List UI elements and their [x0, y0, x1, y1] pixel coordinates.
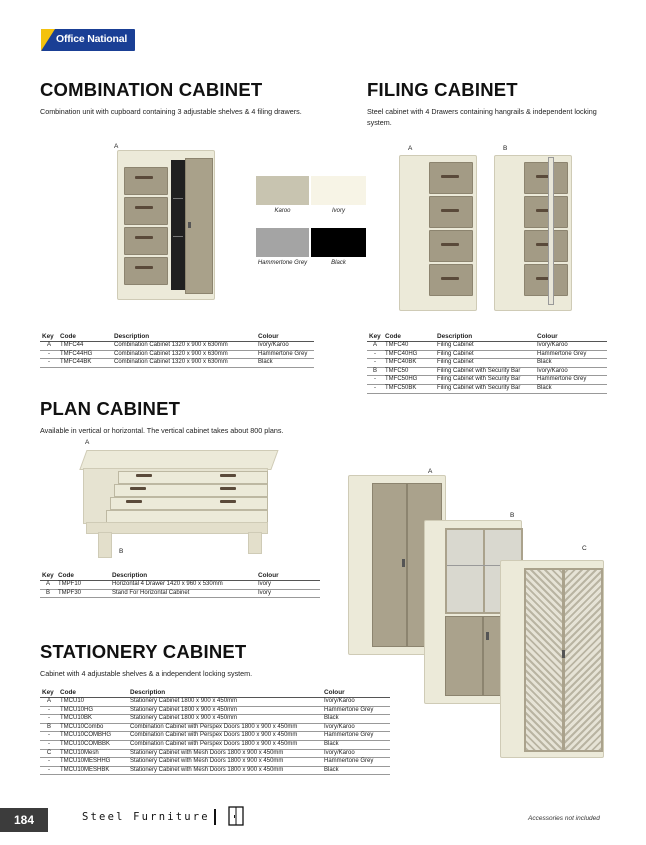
col-key: Key: [40, 333, 58, 342]
col-colour: Colour: [256, 572, 320, 581]
combination-image-label: A: [114, 143, 119, 150]
page-number-box: [0, 808, 48, 832]
swatch-black: [311, 228, 366, 257]
table-row: - TMFC40HG Filing Cabinet Hammertone Grey: [367, 350, 607, 359]
col-description: Description: [112, 333, 256, 342]
table-header-row: [367, 333, 607, 342]
footer-divider: [214, 809, 216, 825]
plan-image-label-b: B: [119, 548, 124, 555]
plan-image-label-a: A: [85, 439, 90, 446]
combination-cabinet-image: [117, 150, 217, 304]
swatch-black-label: Black: [331, 260, 346, 266]
col-colour: Colour: [322, 689, 390, 698]
col-code: Code: [58, 689, 128, 698]
logo-text: Office National: [56, 33, 128, 45]
table-row: - TMFC50BK Filing Cabinet with Security Bar Black: [367, 384, 607, 393]
swatch-karoo-label: Karoo: [274, 208, 291, 214]
col-description: Description: [435, 333, 535, 342]
table-header-row: [40, 333, 314, 342]
col-colour: Colour: [256, 333, 314, 342]
combination-title: COMBINATION CABINET: [40, 79, 263, 100]
col-colour: Colour: [535, 333, 607, 342]
table-header-row: [40, 689, 390, 698]
plan-intro: Available in vertical or horizontal. The vertical cabinet takes about 800 plans.: [40, 426, 284, 435]
col-code: Code: [383, 333, 435, 342]
stationery-table: [40, 689, 390, 775]
filing-image-label-b: B: [503, 145, 508, 152]
plan-table: [40, 572, 320, 598]
swatch-karoo: [256, 176, 309, 205]
swatch-ivory: [311, 176, 366, 205]
table-row: - TMFC50HG Filing Cabinet with Security Bar Hammertone Grey: [367, 376, 607, 385]
accessories-note: Accessories not included: [528, 815, 600, 822]
table-row: - TMCU10MESHBK Stationery Cabinet with Mesh Doors 1800 x 900 x 450mm Black: [40, 766, 390, 775]
filing-cabinet-b-image: [494, 155, 574, 313]
table-row: - TMFC44BK Combination Cabinet 1320 x 900 x 630mm Black: [40, 359, 314, 368]
table-row: - TMCU10MESHHG Stationery Cabinet with Mesh Doors 1800 x 900 x 450mm Hammertone Grey: [40, 758, 390, 767]
combination-intro: Combination unit with cupboard containing 3 adjustable shelves & 4 filing drawers.: [40, 107, 302, 116]
col-key: Key: [367, 333, 383, 342]
plan-cabinet-image: [80, 450, 272, 558]
filing-table: [367, 333, 607, 394]
table-row: A TMFC44 Combination Cabinet 1320 x 900 x 630mm Ivory/Karoo: [40, 342, 314, 351]
plan-title: PLAN CABINET: [40, 398, 181, 419]
table-row: - TMFC44HG Combination Cabinet 1320 x 900 x 630mm Hammertone Grey: [40, 350, 314, 359]
col-code: Code: [58, 333, 112, 342]
swatch-hammertone-grey: [256, 228, 309, 257]
filing-intro: Steel cabinet with 4 Drawers containing hangrails & independent locking system.: [367, 107, 597, 127]
swatch-hammertone-grey-label: Hammertone Grey: [257, 260, 308, 266]
col-description: Description: [110, 572, 256, 581]
page-number: 184: [13, 813, 35, 827]
filing-cabinet-a-image: [399, 155, 479, 313]
table-row: - TMCU10HG Stationery Cabinet 1800 x 900 x 450mm Hammertone Grey: [40, 706, 390, 715]
filing-title: FILING CABINET: [367, 79, 518, 100]
stationery-image-label-b: B: [510, 512, 515, 519]
table-row: - TMCU10BK Stationery Cabinet 1800 x 900 x 450mm Black: [40, 715, 390, 724]
table-row: B TMCU10Combo Combination Cabinet with Perspex Doors 1800 x 900 x 450mm Ivory/Karoo: [40, 723, 390, 732]
section-title: Steel Furniture: [82, 811, 210, 823]
table-row: A TMFC40 Filing Cabinet Ivory/Karoo: [367, 342, 607, 351]
table-row: C TMCU10Mesh Stationery Cabinet with Mesh Doors 1800 x 900 x 450mm Ivory/Karoo: [40, 749, 390, 758]
table-row: A TMPF10 Horizontal 4 Drawer 1420 x 960 x 530mm Ivory: [40, 581, 320, 590]
stationery-cabinet-c-image: [500, 560, 606, 760]
col-key: Key: [40, 689, 58, 698]
col-code: Code: [56, 572, 110, 581]
table-row: A TMCU10 Stationery Cabinet 1800 x 900 x 450mm Ivory/Karoo: [40, 698, 390, 707]
stationery-image-label-c: C: [582, 545, 587, 552]
cabinet-icon: [228, 806, 244, 826]
table-header-row: [40, 572, 320, 581]
logo-triangle-icon: [41, 29, 55, 51]
table-row: - TMFC40BK Filing Cabinet Black: [367, 359, 607, 368]
swatch-ivory-label: Ivory: [331, 208, 345, 214]
table-row: - TMCU10COMBHG Combination Cabinet with Perspex Doors 1800 x 900 x 450mm Hammertone Grey: [40, 732, 390, 741]
combination-table: [40, 333, 314, 368]
table-row: - TMCU10COMBBK Combination Cabinet with Perspex Doors 1800 x 900 x 450mm Black: [40, 740, 390, 749]
col-key: Key: [40, 572, 56, 581]
table-row: B TMFC50 Filing Cabinet with Security Bar Ivory/Karoo: [367, 367, 607, 376]
stationery-title: STATIONERY CABINET: [40, 641, 247, 662]
office-national-logo[interactable]: [41, 29, 135, 51]
filing-image-label-a: A: [408, 145, 413, 152]
stationery-intro: Cabinet with 4 adjustable shelves & a independent locking system.: [40, 669, 253, 678]
col-description: Description: [128, 689, 322, 698]
stationery-image-label-a: A: [428, 468, 433, 475]
table-row: B TMPF30 Stand For Horizontal Cabinet Ivory: [40, 589, 320, 598]
